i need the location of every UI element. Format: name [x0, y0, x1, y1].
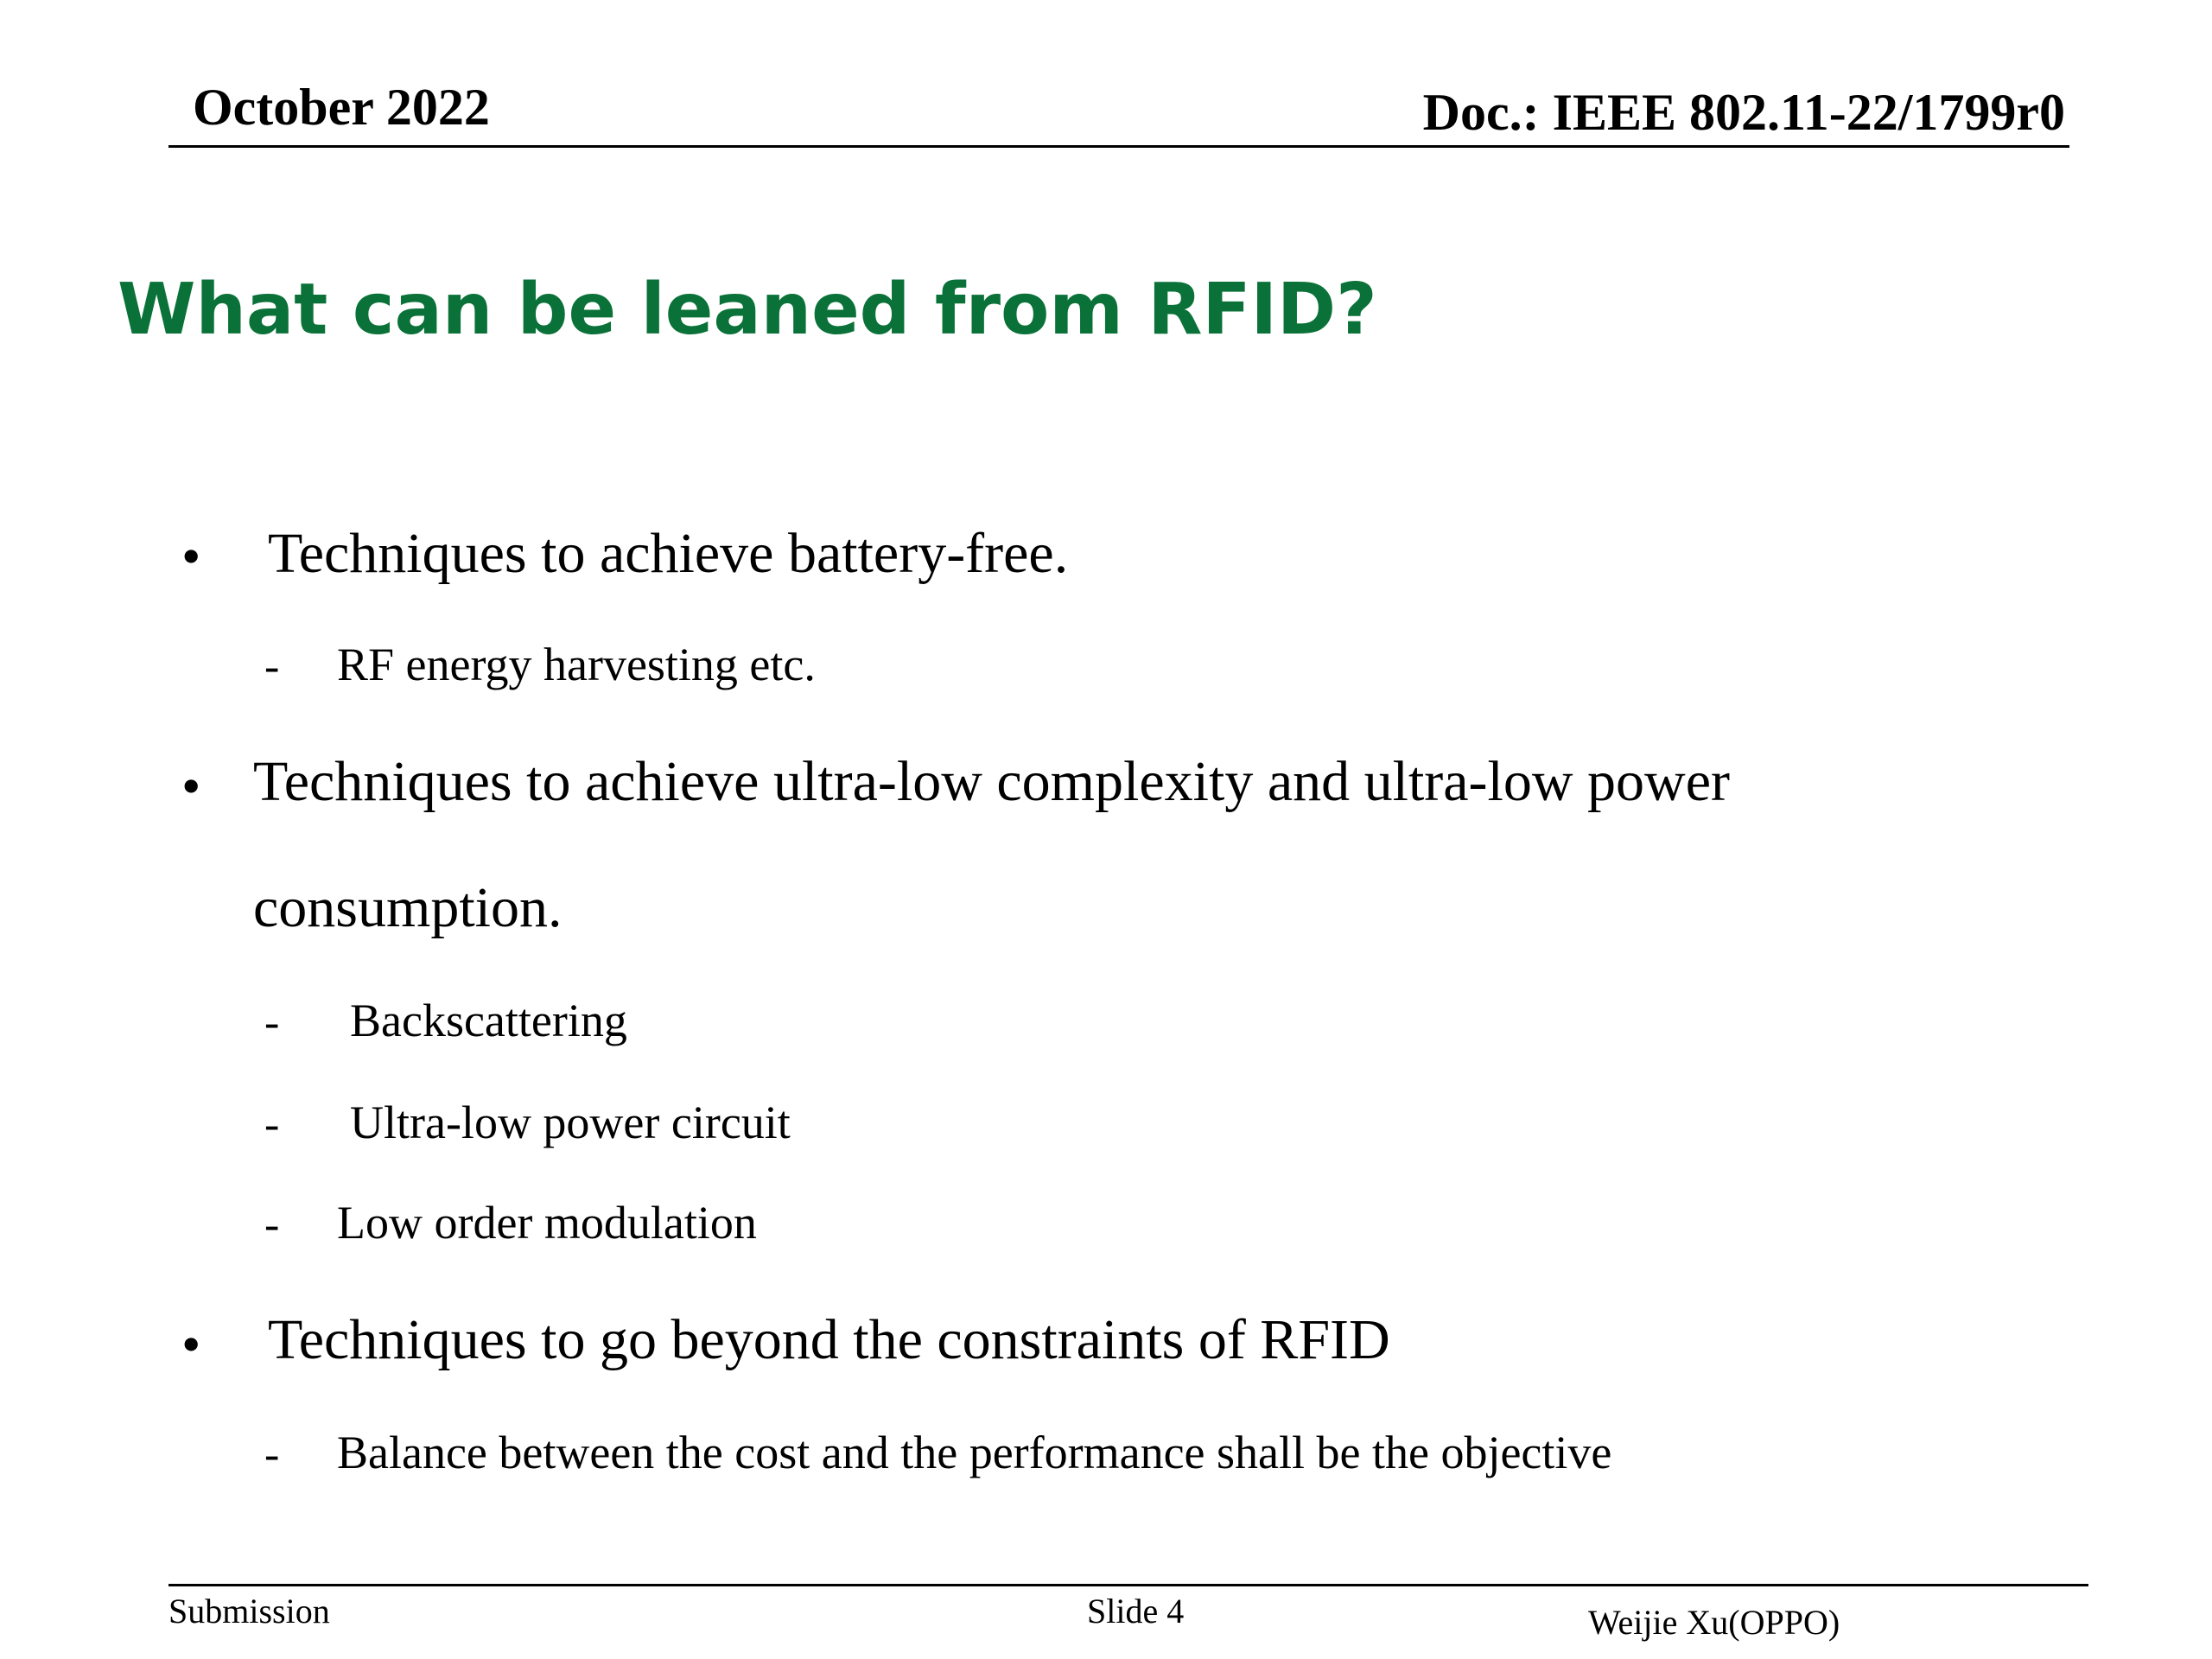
- header-doc-id: Doc.: IEEE 802.11-22/1799r0: [1422, 84, 2065, 141]
- footer-submission: Submission: [168, 1592, 330, 1630]
- sub-bullet-text: RF energy harvesting etc.: [337, 639, 816, 690]
- sub-bullet-text: Backscattering: [350, 995, 627, 1046]
- footer-divider: [168, 1584, 2088, 1586]
- bullet-marker: •: [181, 755, 201, 817]
- bullet-marker: •: [181, 525, 201, 587]
- bullet-text-line2: consumption.: [253, 876, 563, 939]
- footer-slide-number: Slide 4: [1087, 1592, 1185, 1630]
- bullet-marker: •: [181, 1313, 201, 1375]
- header-divider: [168, 145, 2069, 148]
- sub-bullet-marker: -: [264, 642, 280, 691]
- header-date: October 2022: [193, 79, 490, 136]
- bullet-text: Techniques to go beyond the constraints of RFID: [268, 1308, 1390, 1371]
- footer-author: Weijie Xu(OPPO): [1588, 1603, 1840, 1642]
- sub-bullet-marker: -: [264, 998, 280, 1047]
- bullet-text-line1: Techniques to achieve ultra-low complexity and ultra-low power: [253, 750, 1730, 813]
- sub-bullet-text: Low order modulation: [337, 1197, 757, 1249]
- sub-bullet-marker: -: [264, 1200, 280, 1249]
- bullet-text: Techniques to achieve battery-free.: [268, 522, 1069, 585]
- sub-bullet-text: Balance between the cost and the performance shall be the objective: [337, 1427, 1612, 1478]
- sub-bullet-text: Ultra-low power circuit: [350, 1096, 791, 1148]
- slide-title: What can be leaned from RFID?: [118, 269, 1377, 351]
- sub-bullet-marker: -: [264, 1100, 280, 1149]
- sub-bullet-marker: -: [264, 1430, 280, 1479]
